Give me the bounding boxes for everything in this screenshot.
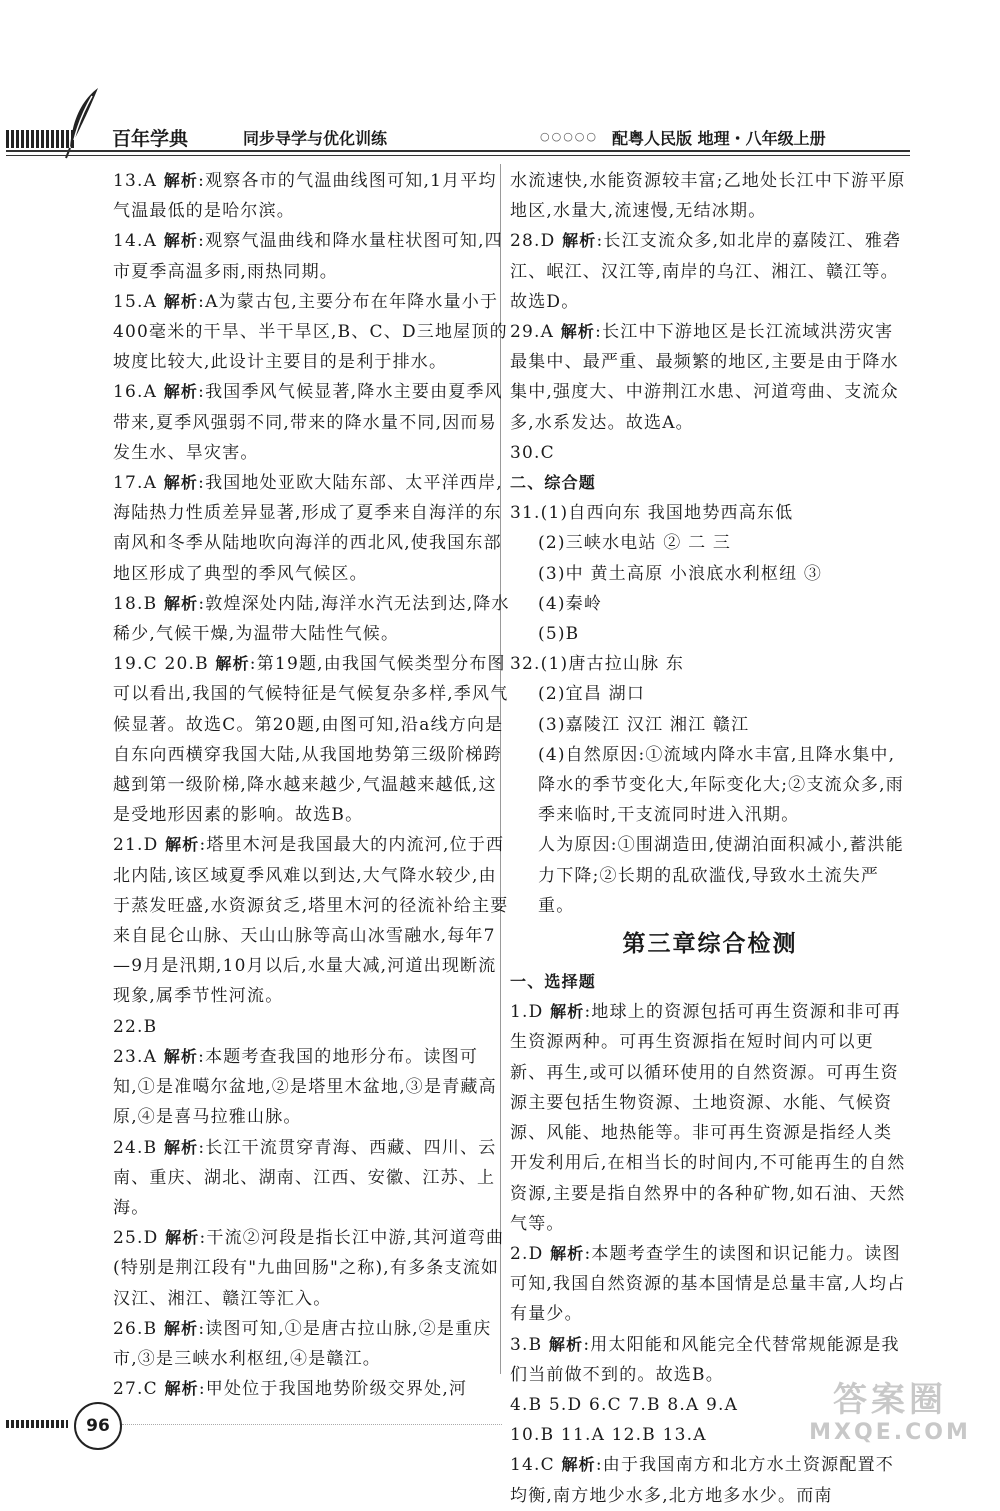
answer-item: 23.A 解析:本题考查我国的地形分布。读图可知,①是准噶尔盆地,②是塔里木盆地,③是青藏高原,④是喜马拉雅山脉。 <box>113 1046 497 1128</box>
answer-paragraph: (4)自然原因:①流域内降水丰富,且降水集中,降水的季节变化大,年际变化大;②支流众多,雨季来临时,干支流同时进入汛期。 <box>538 744 904 826</box>
footer-stripes <box>6 1420 68 1428</box>
answer-item: 27.C 解析:甲处位于我国地势阶级交界处,河 <box>113 1379 468 1400</box>
answer-line: (5)B <box>538 624 580 645</box>
watermark-title: 答案圈 <box>833 1380 947 1420</box>
watermark-url: MXQE.COM <box>809 1420 971 1445</box>
footer-rule <box>122 1424 502 1425</box>
answer-item: 14.C 解析:由于我国南方和北方水土资源配置不均衡,南方地少水多,北方地多水少。而南 <box>510 1455 894 1506</box>
section-heading: 一、选择题 <box>510 972 597 992</box>
answer-paragraph: 人为原因:①围湖造田,使湖泊面积减小,蓄洪能力下降;②长期的乱砍滥伐,导致水土流失严重。 <box>538 835 904 916</box>
answer-line: (3)中 黄土高原 小浪底水利枢纽 ③ <box>538 563 823 584</box>
answer-line: (2)宜昌 湖口 <box>538 684 646 705</box>
answer-line: (4)秦岭 <box>538 593 603 614</box>
answer-item: 1.D 解析:地球上的资源包括可再生资源和非可再生资源两种。可再生资源指在短时间内可以更新、再生,或可以循环使用的自然资源。可再生资源主要包括生物资源、土地资源、水能、气候资源、风能、地热能等。非可再生资源是指经人类开发利用后,在相当长的时间内,不可能再生的自然资源,主要是指自然界中的各种矿物,如石油、天然气等。 <box>510 1002 906 1234</box>
left-column <box>113 166 513 1404</box>
answer-line: 4.B 5.D 6.C 7.B 8.A 9.A <box>510 1394 739 1415</box>
answer-item: 3.B 解析:用太阳能和风能完全代替常规能源是我们当前做不到的。故选B。 <box>510 1334 900 1385</box>
answer-item: 30.C <box>510 442 555 463</box>
answer-item: 29.A 解析:长江中下游地区是长江流域洪涝灾害最集中、最严重、最频繁的地区,主要是由于降水集中,强度大、中游荆江水患、河道弯曲、支流众多,水系发达。故选A。 <box>510 322 899 433</box>
section-heading: 二、综合题 <box>510 473 597 493</box>
answer-item: 22.B <box>113 1016 158 1037</box>
answer-line: (3)嘉陵江 汉江 湘江 赣江 <box>538 714 750 735</box>
answer-item: 14.A 解析:观察气温曲线和降水量柱状图可知,四市夏季高温多雨,雨热同期。 <box>113 231 503 282</box>
chapter-title: 第三章综合检测 <box>622 931 798 958</box>
answer-item: 13.A 解析:观察各市的气温曲线图可知,1月平均气温最低的是哈尔滨。 <box>113 171 497 222</box>
answer-line: 32.(1)唐古拉山脉 东 <box>510 654 685 675</box>
book-subtitle: 同步导学与优化训练 <box>243 129 388 148</box>
brand-title: 百年学典 <box>112 128 189 150</box>
answer-item: 28.D 解析:长江支流众多,如北岸的嘉陵江、雅砻江、岷江、汉江等,南岸的乌江、湘江、赣江等。故选D。 <box>510 231 902 312</box>
right-column <box>510 166 910 1511</box>
answer-line: 10.B 11.A 12.B 13.A <box>510 1425 707 1446</box>
answer-item: 21.D 解析:塔里木河是我国最大的内流河,位于西北内陆,该区域夏季风难以到达,大气降水较少,由于蒸发旺盛,水资源贫乏,塔里木河的径流补给主要来自昆仑山脉、天山山脉等高山冰雪融水,每年7—9月是汛期,10月以后,水量大减,河道出现断流现象,属季节性河流。 <box>113 835 509 1007</box>
answer-line: (2)三峡水电站 ② 二 三 <box>538 533 732 554</box>
answer-item: 24.B 解析:长江干流贯穿青海、西藏、四川、云南、重庆、湖北、湖南、江西、安徽、江苏、上海。 <box>113 1137 497 1218</box>
answer-item: 17.A 解析:我国地处亚欧大陆东部、太平洋西岸,海陆热力性质差异显著,形成了夏季来自海洋的东南风和冬季从陆地吹向海洋的西北风,使我国东部地区形成了典型的季风气候区。 <box>113 473 503 584</box>
answer-item: 19.C 20.B 解析:第19题,由我国气候类型分布图可以看出,我国的气候特征是气候复杂多样,季风气候显著。故选C。第20题,由图可知,沿a线方向是自东向西横穿我国大陆,从我国地势第三级阶梯跨越到第一级阶梯,降水越来越少,气温越来越低,这是受地形因素的影响。故选B。 <box>113 654 509 826</box>
edition-label: 配粤人民版 地理・八年级上册 <box>612 129 826 148</box>
answer-line: 31.(1)自西向东 我国地势西高东低 <box>510 503 794 524</box>
header-rule-thin <box>6 155 910 156</box>
page-number: 96 <box>74 1402 122 1450</box>
answer-item: 16.A 解析:我国季风气候显著,降水主要由夏季风带来,夏季风强弱不同,带来的降水量不同,因而易发生水、旱灾害。 <box>113 382 503 463</box>
answer-item: 26.B 解析:读图可知,①是唐古拉山脉,②是重庆市,③是三峡水利枢纽,④是赣江。 <box>113 1318 492 1369</box>
answer-item: 18.B 解析:敦煌深处内陆,海洋水汽无法到达,降水稀少,气候干燥,为温带大陆性气候。 <box>113 593 510 645</box>
feather-icon <box>62 86 104 160</box>
watermark <box>790 1380 990 1452</box>
answer-item: 2.D 解析:本题考查学生的读图和识记能力。读图可知,我国自然资源的基本国情是总量丰富,人均占有量少。 <box>510 1243 906 1325</box>
answer-continuation: 水流速快,水能资源较丰富;乙地处长江中下游平原地区,水量大,流速慢,无结冰期。 <box>510 171 906 222</box>
header-dots: ○○○○○ <box>540 130 598 143</box>
answer-item: 15.A 解析:A为蒙古包,主要分布在年降水量小于400毫米的干旱、半干旱区,B、C、D三地屋顶的坡度比较大,此设计主要目的是利于排水。 <box>113 291 508 373</box>
answer-item: 25.D 解析:干流②河段是指长江中游,其河道弯曲(特别是荆江段有"九曲回肠"之称),有多条支流如汉江、湘江、赣江等汇入。 <box>113 1228 505 1309</box>
